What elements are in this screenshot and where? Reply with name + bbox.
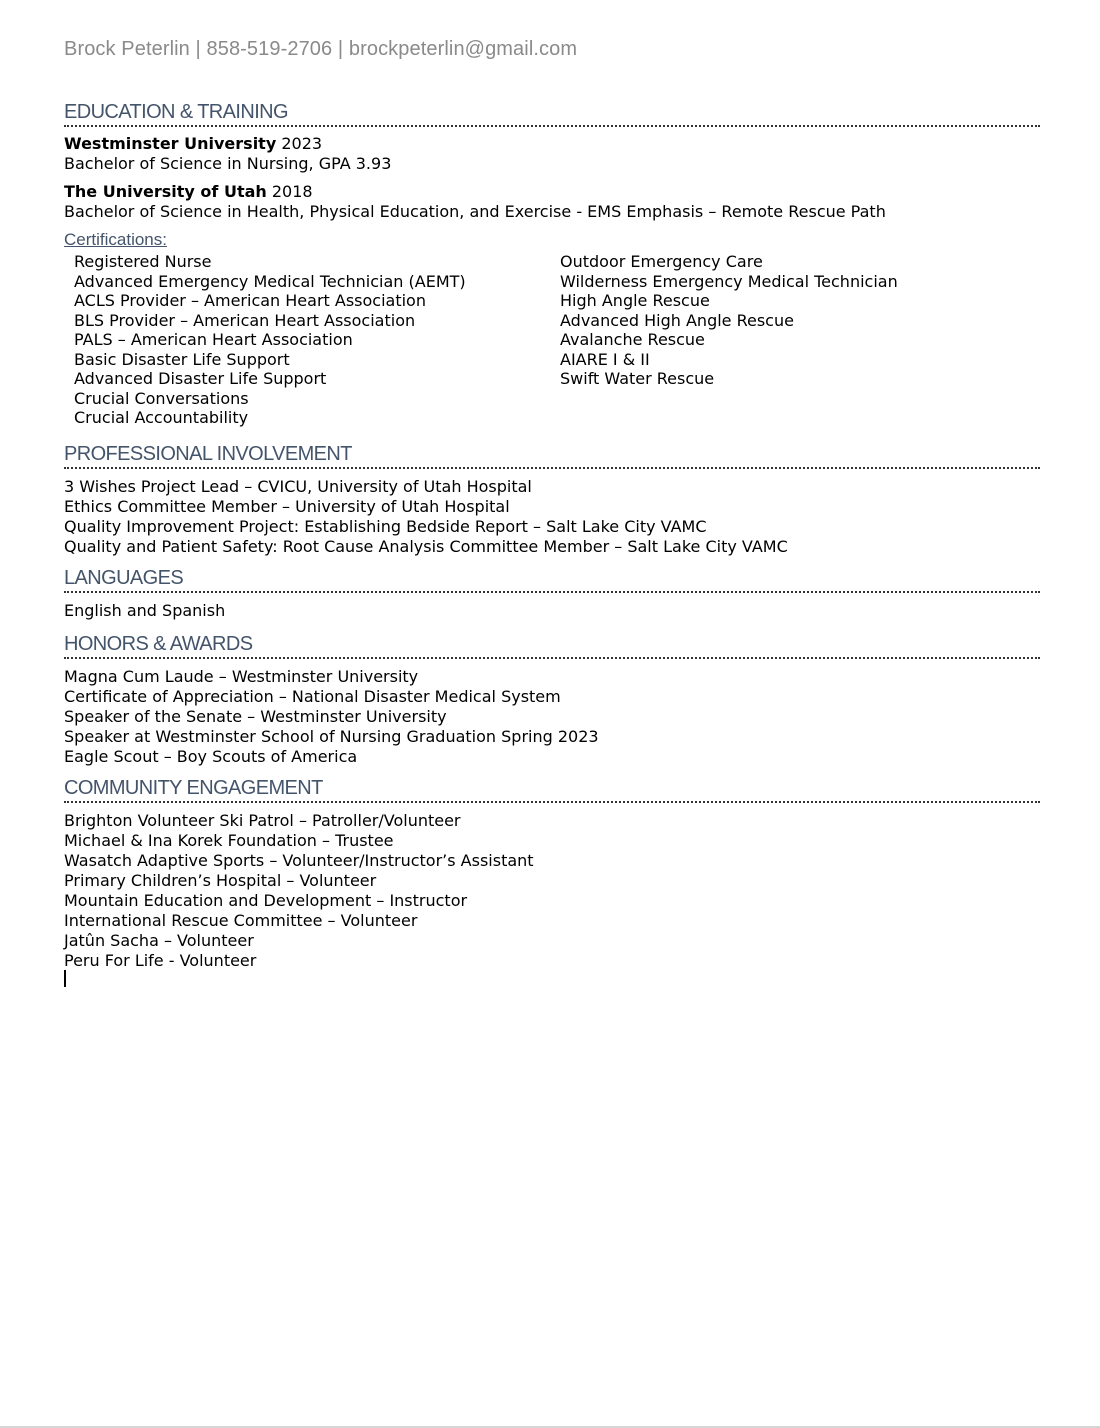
list-item: Eagle Scout – Boy Scouts of America (64, 747, 358, 766)
certification-item: Crucial Conversations (74, 388, 249, 408)
certification-item: Wilderness Emergency Medical Technician (560, 271, 898, 291)
languages-section (64, 566, 1040, 621)
list-item: Wasatch Adaptive Sports – Volunteer/Instructor’s Assistant (64, 851, 534, 870)
list-item: Quality and Patient Safety: Root Cause Analysis Committee Member – Salt Lake City VAMC (64, 537, 788, 556)
section-title: COMMUNITY ENGAGEMENT (64, 776, 1040, 803)
list-item: Certificate of Appreciation – National Disaster Medical System (64, 687, 561, 706)
education-entry (64, 182, 1040, 202)
list-item: Jatûn Sacha – Volunteer (64, 931, 254, 950)
certification-item: Advanced Emergency Medical Technician (AEMT) (74, 271, 466, 291)
section-title: LANGUAGES (64, 566, 1040, 593)
graduation-year: 2018 (266, 182, 313, 201)
school-name: Westminster University (64, 134, 277, 153)
certification-item: PALS – American Heart Association (74, 330, 353, 349)
certification-item: BLS Provider – American Heart Association (74, 310, 416, 330)
certifications-left-column (74, 252, 466, 428)
degree: Bachelor of Science in Health, Physical Education, and Exercise - EMS Emphasis – Remote Rescue Path (64, 202, 886, 221)
list-item: Quality Improvement Project: Establishing Bedside Report – Salt Lake City VAMC (64, 517, 707, 536)
certification-item: Registered Nurse (74, 252, 212, 271)
certifications-right-column (560, 252, 898, 389)
certification-item: Advanced High Angle Rescue (560, 310, 794, 330)
list-item: Speaker of the Senate – Westminster University (64, 707, 447, 726)
certification-item: Avalanche Rescue (560, 330, 705, 349)
list-item: Ethics Committee Member – University of Utah Hospital (64, 497, 510, 516)
section-title: HONORS & AWARDS (64, 632, 1040, 659)
degree: Bachelor of Science in Nursing, GPA 3.93 (64, 154, 392, 173)
list-item: 3 Wishes Project Lead – CVICU, University of Utah Hospital (64, 477, 532, 496)
list-item: Primary Children’s Hospital – Volunteer (64, 871, 377, 890)
list-item: Speaker at Westminster School of Nursing Graduation Spring 2023 (64, 727, 599, 746)
certification-item: AIARE I & II (560, 349, 650, 369)
honors-section (64, 632, 1040, 767)
text-cursor (64, 970, 66, 987)
list-item: English and Spanish (64, 601, 226, 620)
certification-item: Swift Water Rescue (560, 369, 715, 388)
list-item: Peru For Life - Volunteer (64, 951, 257, 970)
certifications-heading: Certifications: (64, 230, 167, 249)
certification-item: ACLS Provider – American Heart Association (74, 291, 426, 310)
school-name: The University of Utah (64, 182, 267, 201)
education-entry (64, 134, 1040, 154)
list-item: Mountain Education and Development – Instructor (64, 891, 468, 910)
certifications-list (64, 252, 1040, 432)
certification-item: High Angle Rescue (560, 291, 710, 310)
certification-item: Crucial Accountability (74, 408, 249, 427)
section-title: PROFESSIONAL INVOLVEMENT (64, 442, 1040, 469)
certification-item: Basic Disaster Life Support (74, 349, 290, 369)
section-title: EDUCATION & TRAINING (64, 100, 1040, 127)
list-item: Magna Cum Laude – Westminster University (64, 667, 419, 686)
community-section (64, 776, 1040, 971)
list-item: International Rescue Committee – Volunteer (64, 911, 418, 930)
professional-section (64, 442, 1040, 557)
certification-item: Outdoor Emergency Care (560, 252, 763, 271)
list-item: Michael & Ina Korek Foundation – Trustee (64, 831, 394, 850)
contact-header: Brock Peterlin | 858-519-2706 | brockpeterlin@gmail.com (64, 38, 578, 60)
certification-item: Advanced Disaster Life Support (74, 369, 327, 388)
graduation-year: 2023 (276, 134, 323, 153)
list-item: Brighton Volunteer Ski Patrol – Patroller/Volunteer (64, 811, 461, 830)
education-section (64, 100, 1040, 432)
